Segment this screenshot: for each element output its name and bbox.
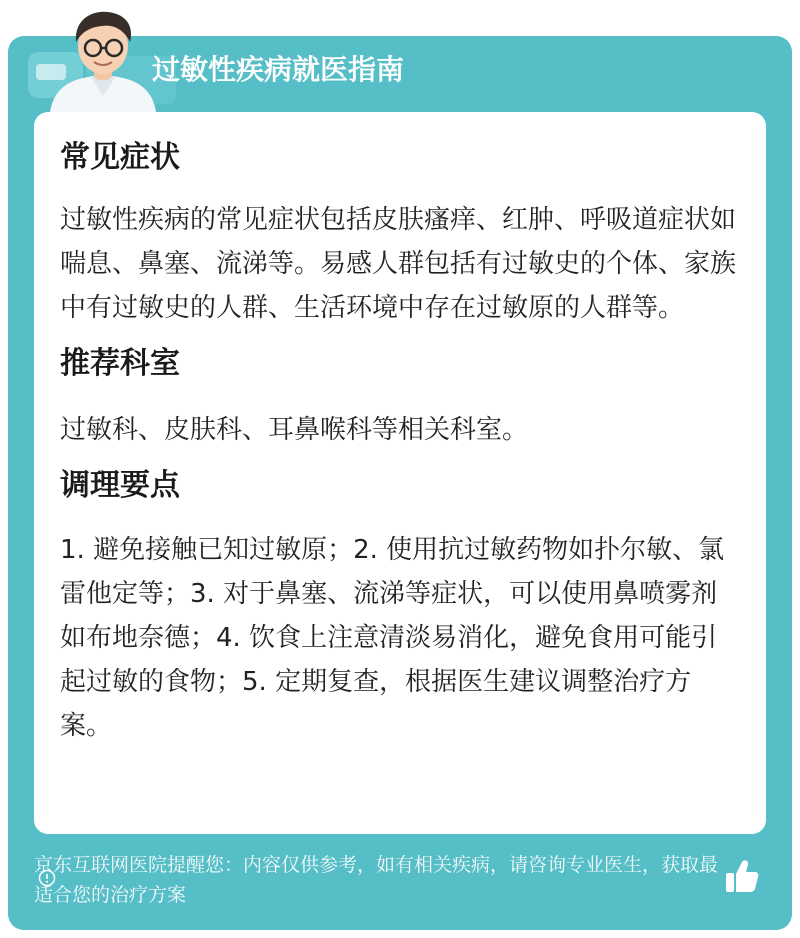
section-title-care: 调理要点 (60, 468, 180, 503)
disclaimer-text: 京东互联网医院提醒您：内容仅供参考，如有相关疾病，请咨询专业医生，获取最适合您的治疗方案 (34, 854, 719, 906)
page-title: 过敏性疾病就医指南 (152, 53, 405, 86)
section-body-symptoms: 过敏性疾病的常见症状包括皮肤瘙痒、红肿、呼吸道症状如喘息、鼻塞、流涕等。易感人群包括有过敏史的个体、家族中有过敏史的人群、生活环境中存在过敏原的人群等。 (60, 205, 737, 323)
doctor-avatar (44, 8, 162, 112)
section-title-departments: 推荐科室 (60, 346, 180, 381)
content-panel (34, 112, 766, 834)
thumbs-up-icon[interactable] (722, 858, 760, 894)
section-body-departments: 过敏科、皮肤科、耳鼻喉科等相关科室。 (60, 415, 529, 445)
section-title-symptoms: 常见症状 (60, 140, 180, 175)
section-care (60, 464, 740, 748)
section-departments (60, 342, 740, 452)
section-symptoms (60, 136, 740, 330)
section-body-care: 1. 避免接触已知过敏原；2. 使用抗过敏药物如扑尔敏、氯雷他定等；3. 对于鼻塞、流涕等症状，可以使用鼻喷雾剂如布地奈德；4. 饮食上注意清淡易消化，避免食用可能引起过敏的食物；5. 定期复查，根据医生建议调整治疗方案。 (60, 535, 725, 741)
